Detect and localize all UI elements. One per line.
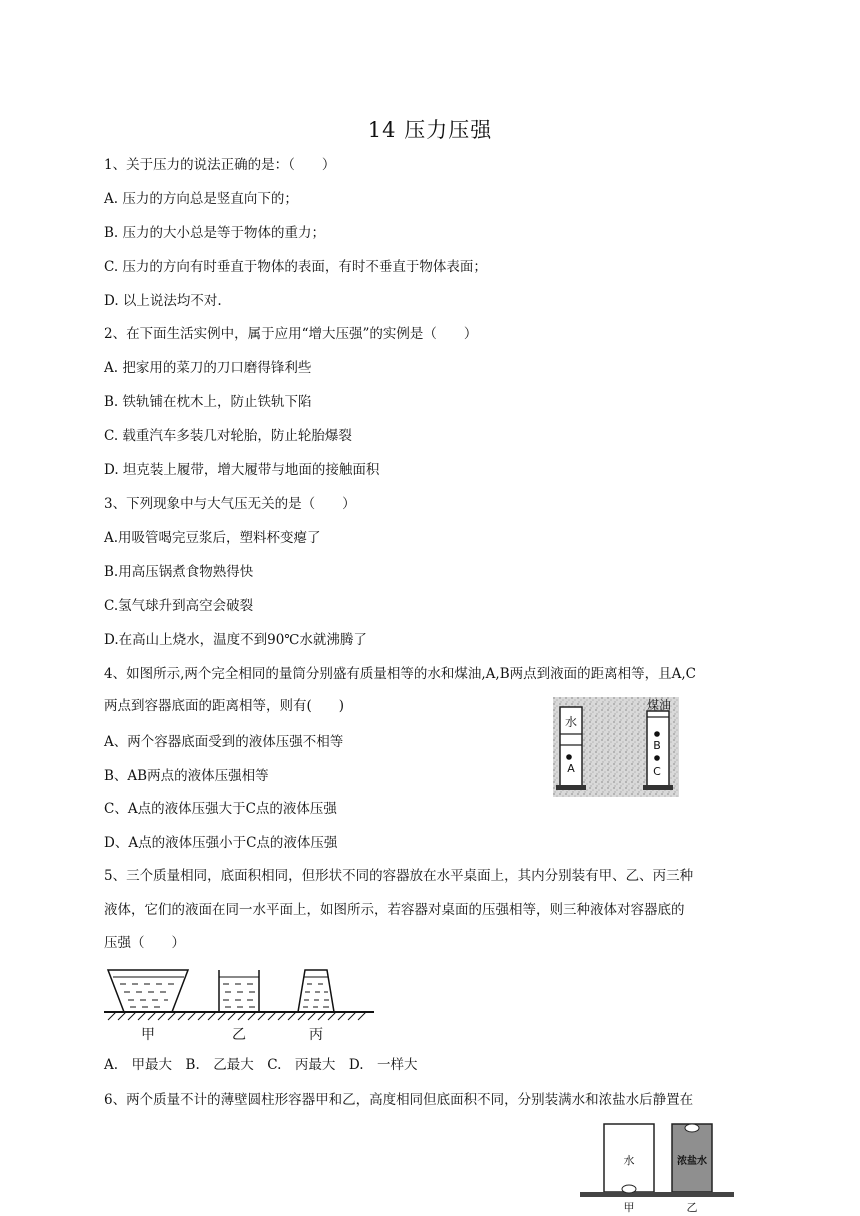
liquid-dashes-jia: [120, 984, 174, 1007]
point-b-label: B: [653, 739, 661, 752]
question-4-option-b: B、AB两点的液体压强相等: [104, 768, 269, 784]
water-label: 水: [564, 715, 578, 729]
question-2-stem: 2、在下面生活实例中，属于应用“增大压强”的实例是（ ）: [104, 326, 478, 342]
question-1-option-a: A. 压力的方向总是竖直向下的；: [104, 191, 298, 207]
question-4-stem-line-1: 4、如图所示,两个完全相同的量筒分别盛有质量相等的水和煤油,A,B两点到液面的距离相等，且A,C: [104, 666, 697, 682]
support-block: [622, 1185, 636, 1193]
salt-water-figure: [578, 1118, 736, 1216]
containers-figure: [104, 963, 376, 1049]
container-label-jia-q6: 甲: [623, 1201, 635, 1214]
container-jia: [108, 970, 188, 1012]
question-1-option-d: D. 以上说法均不对.: [104, 293, 222, 309]
page-title: 14 压力压强: [367, 118, 493, 142]
point-c-dot: [654, 755, 660, 761]
brine-container-label: 浓盐水: [677, 1156, 707, 1167]
question-3-stem: 3、下列现象中与大气压无关的是（ ）: [104, 496, 356, 512]
container-bing: [298, 970, 334, 1012]
container-label-bing: 丙: [309, 1027, 323, 1043]
table-hatching: [108, 1012, 366, 1020]
question-4-option-d: D、A点的液体压强小于C点的液体压强: [104, 835, 338, 851]
support-board: [580, 1192, 734, 1197]
question-3-option-d: D.在高山上烧水，温度不到90℃水就沸腾了: [104, 632, 367, 648]
question-5-stem-line-1: 5、三个质量相同，底面积相同，但形状不同的容器放在水平桌面上，其内分别装有甲、乙、丙三种: [104, 868, 694, 884]
question-3-option-b: B.用高压锅煮食物熟得快: [104, 564, 254, 580]
water-cylinder-base: [556, 785, 586, 790]
liquid-dashes-bing: [303, 984, 329, 1007]
question-2-option-c: C. 载重汽车多装几对轮胎，防止轮胎爆裂: [104, 428, 352, 444]
container-label-yi: 乙: [232, 1027, 246, 1043]
question-5-stem-line-3: 压强（ ）: [104, 935, 185, 951]
question-5-stem-line-2: 液体，它们的液面在同一水平面上，如图所示，若容器对桌面的压强相等，则三种液体对容器底的: [104, 902, 685, 918]
container-label-jia: 甲: [141, 1027, 155, 1043]
kerosene-cylinder-base: [643, 785, 673, 790]
question-3-option-a: A.用吸管喝完豆浆后，塑料杯变瘪了: [104, 530, 321, 546]
water-container-label: 水: [623, 1154, 635, 1167]
point-b-dot: [654, 731, 660, 737]
question-4-option-a: A、两个容器底面受到的液体压强不相等: [104, 734, 344, 750]
brine-container-cap: [685, 1124, 699, 1132]
container-label-yi-q6: 乙: [686, 1201, 698, 1214]
question-4-stem-line-2: 两点到容器底面的距离相等，则有( ): [104, 698, 345, 714]
cylinders-figure: [553, 697, 679, 797]
question-1-stem: 1、关于压力的说法正确的是：（ ）: [104, 157, 336, 173]
question-1-option-b: B. 压力的大小总是等于物体的重力；: [104, 225, 326, 241]
question-2-option-b: B. 铁轨铺在枕木上，防止铁轨下陷: [104, 394, 312, 410]
point-a-label: A: [567, 762, 575, 775]
liquid-dashes-yi: [223, 984, 255, 1007]
point-a-dot: [566, 754, 572, 760]
question-4-option-c: C、A点的液体压强大于C点的液体压强: [104, 801, 337, 817]
question-3-option-c: C.氢气球升到高空会破裂: [104, 598, 254, 614]
question-2-option-a: A. 把家用的菜刀的刀口磨得锋利些: [104, 360, 312, 376]
question-5-options: A. 甲最大 B. 乙最大 C. 丙最大 D. 一样大: [104, 1057, 418, 1073]
kerosene-label: 煤油: [646, 698, 672, 712]
question-2-option-d: D. 坦克装上履带，增大履带与地面的接触面积: [104, 462, 380, 478]
point-c-label: C: [653, 765, 661, 778]
question-1-option-c: C. 压力的方向有时垂直于物体的表面，有时不垂直于物体表面；: [104, 259, 487, 275]
question-6-stem-line-1: 6、两个质量不计的薄壁圆柱形容器甲和乙，高度相同但底面积不同，分别装满水和浓盐水后静置在: [104, 1092, 694, 1108]
container-yi: [219, 970, 259, 1012]
